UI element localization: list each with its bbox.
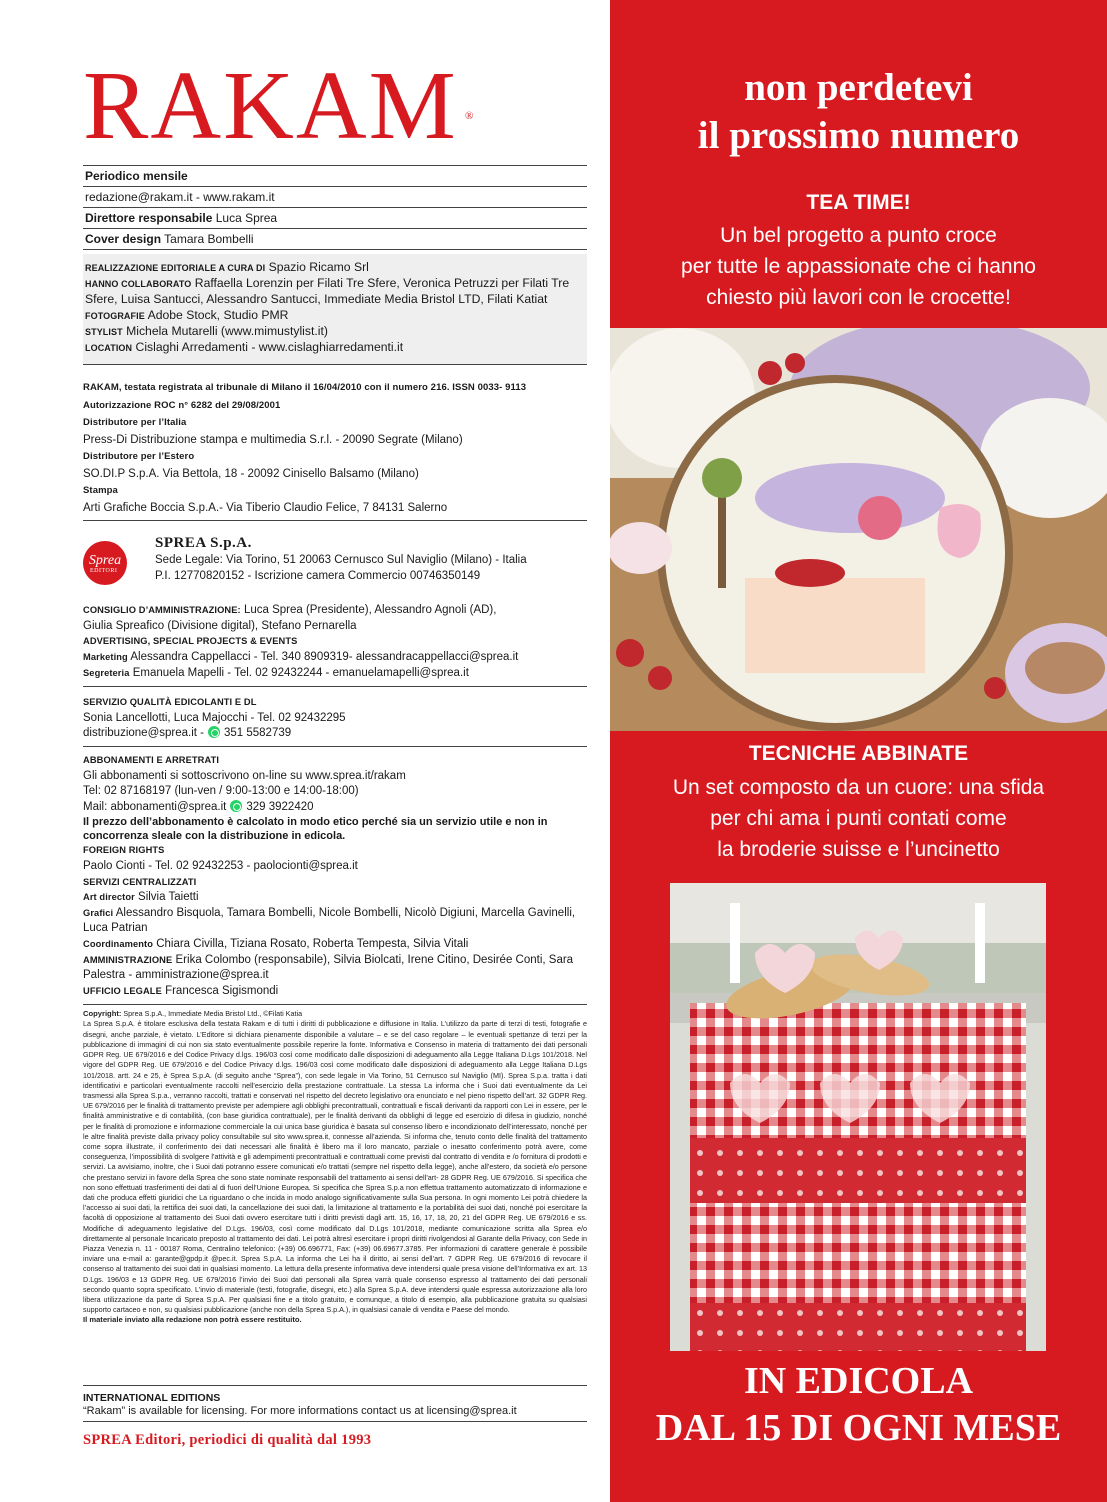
international-editions-body: “Rakam” is available for licensing. For more informations contact us at licensing@sprea.it bbox=[83, 1405, 517, 1418]
colophon-column bbox=[83, 52, 587, 1422]
international-editions-title: INTERNATIONAL EDITIONS bbox=[83, 1392, 221, 1405]
sprea-publisher-block: Sprea EDITORI SPREA S.p.A. Sede Legale: Via Torino, 51 20063 Cernusco Sul Naviglio (Milano) - Italia P.I. 12770820152 - Iscrizione camera Commercio 00746350149 bbox=[83, 533, 587, 593]
info-row-director: Direttore responsabile Luca Sprea bbox=[83, 208, 587, 229]
next-issue-panel bbox=[610, 0, 1107, 1502]
tecniche-abbinate-title: TECNICHE ABBINATE bbox=[748, 742, 969, 765]
legal-block: RAKAM, testata registrata al tribunale di Milano il 16/04/2010 con il numero 216. ISSN 0033- 9113 Autorizzazione ROC n° 6282 del 29/08/2001 Distributore per l’Italia Press-Di Distribuzione stampa e multimedia S.r.l. - 20090 Segrate (Milano) Distributore per l’Estero SO.DI.P S.p.A. Via Bettola, 18 - 20092 Cinisello Balsamo (Milano) Stampa Arti Grafiche Boccia S.p.A.- Via Tiberio Claudio Felice, 7 84131 Salerno bbox=[83, 379, 587, 521]
tea-time-embroidery-photo bbox=[610, 328, 1107, 731]
services-section: SERVIZIO QUALITÀ EDICOLANTI E DL Sonia Lancellotti, Luca Majocchi - Tel. 02 92432295 distribuzione@sprea.it - 351 5582739 ABBONAMENTI E ARRETRATI Gli abbonamenti si sottoscrivono on-line su www.sprea.it/rakam Tel: 02 87168197 (lun-ven / 9:00-13:00 e 14:00-18:00) Mail: abbonamenti@sprea.it 329 3922420 Il prezzo dell’abbonamento è calcolato in modo etico perché sia un servizio utile e non in concorrenza sleale con la distribuzione in edicola. FOREIGN RIGHTS Paolo Cionti - Tel. 02 92432253 - paolocionti@sprea.it SERVIZI CENTRALIZZATI Art director Silvia Taietti Grafici Alessandro Bisquola, Tamara Bombelli, Nicole Bombelli, Nicolò Digiuni, Marcella Gavinelli, Luca Patrian Coordinamento Chiara Civilla, Tiziana Rosato, Roberta Tempesta, Silvia Vitali AMMINISTRAZIONE Erika Colombo (responsabile), Silvia Biolcati, Irene Citino, Desirée Conti, Sara Palestra - amministrazione@sprea.it UFFICIO LEGALE Francesca Sigismondi bbox=[83, 695, 587, 1005]
info-row-contacts: redazione@rakam.it - www.rakam.it bbox=[83, 187, 587, 208]
rakam-logo: RAKAM ® bbox=[83, 52, 476, 160]
whatsapp-icon bbox=[208, 726, 220, 738]
board-section: CONSIGLIO D’AMMINISTRAZIONE: Luca Sprea (Presidente), Alessandro Agnoli (AD), Giulia Spreafico (Divisione digital), Stefano Pernarella ADVERTISING, SPECIAL PROJECTS & EVENTS Marketing Alessandra Cappellacci - Tel. 340 8909319- alessandracappellacci@sprea.it Segreteria Emanuela Mapelli - Tel. 02 92432244 - emanuelamapelli@sprea.it bbox=[83, 603, 587, 687]
sprea-logo: Sprea EDITORI bbox=[83, 541, 127, 585]
whatsapp-icon bbox=[230, 800, 242, 812]
info-row-cover: Cover design Tamara Bombelli bbox=[83, 229, 587, 250]
gingham-runner-photo bbox=[670, 883, 1046, 1351]
tecniche-abbinate-description: Un set composto da un cuore: una sfida per chi ama i punti contati come la broderie suisse e l’uncinetto bbox=[672, 776, 1045, 861]
next-issue-headline: non perdetevi il prossimo numero bbox=[697, 66, 1020, 157]
tea-time-title: TEA TIME! bbox=[806, 191, 911, 214]
publisher-name: SPREA S.p.A. bbox=[155, 535, 252, 552]
in-edicola-banner: IN EDICOLA DAL 15 DI OGNI MESE bbox=[655, 1360, 1062, 1449]
credits-box: REALIZZAZIONE EDITORIALE A CURA DI Spazio Ricamo Srl HANNO COLLABORATO Raffaella Lorenzin per Filati Tre Sfere, Veronica Petruzzi per Filati Tre Sfere, Luisa Santucci, Alessandro Santucci, Immediate Media Bristol LTD, Filati Katiat FOTOGRAFIE Adobe Stock, Studio PMR STYLIST Michela Mutarelli (www.mimustylist.it) LOCATION Cislaghi Arredamenti - www.cislaghiarredamenti.it bbox=[83, 254, 587, 365]
tea-time-description: Un bel progetto a punto croce per tutte le appassionate che ci hanno chiesto più lavori con le crocette! bbox=[681, 224, 1036, 309]
privacy-fineprint: Copyright: Sprea S.p.A., Immediate Media Bristol Ltd., ©Filati Katia La Sprea S.p.A. è titolare esclusiva della testata Rakam e di tutti i diritti di pubblicazione e diffusione in Italia. L’utilizzo da parte di terzi di testi, fotografie e disegni, anche parziale, è vietato. L’Editore si dichiara pienamente disponibile a valutare – e se del caso regolare – le eventuali spettanze di terzi per la pubblicazione di immagini di cui non sia stato eventualmente possibile reperire la fonte. Informativa e Consenso in materia di trattamento dei dati personali GDPR Reg. UE 679/2016 e del Codice Privacy d.lgs. 196/03 così come modificato dalle disposizioni di adeguamento alla Legge Italiana D.Lgs 101/2018. Nel vigore del GDPR Reg. UE 679/2016 e del Codice Privacy d.lgs. 196/03 così come modificato dalle disposizioni di adeguamento alla Legge Italiana D.Lgs 101/2018. artt. 24 e 25, è Sprea S.p.A. (di seguito anche “Sprea”), con sede legale in Via Torino, 51 Cernusco sul Naviglio (MI). Sprea S.p.a. tratta i dati identificativi e particolari eventualmente raccolti nell’esercizio della prestazione contrattuale. La stessa La informa che i Suoi dati eventualmente da Lei trasmessi alla Sprea S.p.a., verranno raccolti, trattati e conservati nel rispetto del decreto legislativo ora enunciato e nel pieno rispetto dell’art. 32 GDPR Reg. UE 679/2016 per le finalità di trattamento previste per adempiere agli obblighi precontrattuali, contrattuali e fiscali derivanti da rapporti con Lei in essere, per le finalità amministrative e di contabilità, (con base giuridica contrattuale), per le finalità derivanti da obblighi di legge ed esercizio di difesa in giudizio, nonché per le finalità di promozione e informazione commerciale la cui unica base giuridica è basata sul consenso libero e incondizionato dell’interessato, nonché per le altre finalità previste dalla privacy policy consultabile sul sito www.sprea.it, connesse all’azienda. Si informa che, tenuto conto delle finalità del trattamento come sopra illustrate, il conferimento dei dati necessari alle finalità è libero ma il loro mancato, parziale o inesatto conferimento potrà avere, come conseguenza, l’impossibilità di svolgere l’attività e gli adempimenti precontrattuali e contrattuali come previsti dal contratto di vendita e /o fornitura di prodotti e servizi. La avvisiamo, inoltre, che i Suoi dati potranno essere comunicati e/o trattati (sempre nel rispetto della legge), anche all’estero, da società e/o persone che prestano servizi in favore della Sprea che sono state nominate responsabili del trattamento ai sensi dell’art- 28 GDPR Reg. UE 679/2016. Si specifica che non sono effettuati trasferimenti dei dati al di fuori dell’Unione Europea. Si specifica che Sprea S.p.a non effettua trattamento automatizzato di informazione e dati che produca effetti giuridici che La riguardano o che incida in modo analogo significativamente sulla Sua persona. In ogni momento Lei potrà chiedere la l’accesso ai suoi dati, la rettifica dei suoi dati, la cancellazione dei suoi dati, la limitazione al trattamento e la portabilità dei suoi dati, nonché poi esercitare la facoltà di opposizione al trattamento dei Suoi dati ovvero esercitare tutti i diritti previsti dagli artt. 15, 16, 17, 18, 20, 21 del GDPR Reg. UE 679/2016 e ss. Modifiche di adeguamento legislative del D.Lgs. 196/03, così come modificato dal D.Lgs 101/2018, mediante comunicazione scritta alla Sprea e/o direttamente al personale Incaricato preposto al trattamento dei dati. Lei potrà altresì esercitare i propri diritti rivolgendosi al Garante della Privacy, con Sede in Piazza Venezia n. 11 - 00187 Roma, Centralino telefonico: (+39) 06.696771, Fax: (+39) 06.69677.3785. Per informazioni di carattere generale è possibile inviare una e-mail a: garante@gpdp.it @pec.it. Sprea S.p.A. La informa che Lei ha il diritto, ai sensi dell’art. 7 GDPR Reg. UE 679/2016 di revocare il consenso al trattamento dei suoi dati in qualsiasi momento. La lettura della presente informativa deve intendersi quale presa visione dell’Informativa ex art. 13 D.Lgs. 196/03 e 13 GDPR Reg. UE 679/2016 l’invio dei Suoi dati personali alla Sprea varrà quale consenso espresso al trattamento dei dati personali secondo quanto sopra specificato. L’invio di materiale (testi, fotografie, disegni, etc.) alla Sprea S.p.A. deve intendersi quale espressa autorizzazione alla loro libera utilizzazione da parte di Sprea S.p.A. Per qualsiasi fine e a titolo gratuito, e comunque, a titolo di esempio, alla pubblicazione gratuita su qualsiasi supporto cartaceo e non, su qualsiasi pubblicazione (anche non della Sprea S.p.A.), in qualsiasi canale di vendita e Paese del mondo. Il materiale inviato alla redazione non potrà essere restituito. bbox=[83, 1009, 587, 1325]
info-row-periodicity: Periodico mensile bbox=[83, 165, 587, 187]
sprea-tagline: SPREA Editori, periodici di qualità dal 1993 bbox=[83, 1432, 372, 1448]
